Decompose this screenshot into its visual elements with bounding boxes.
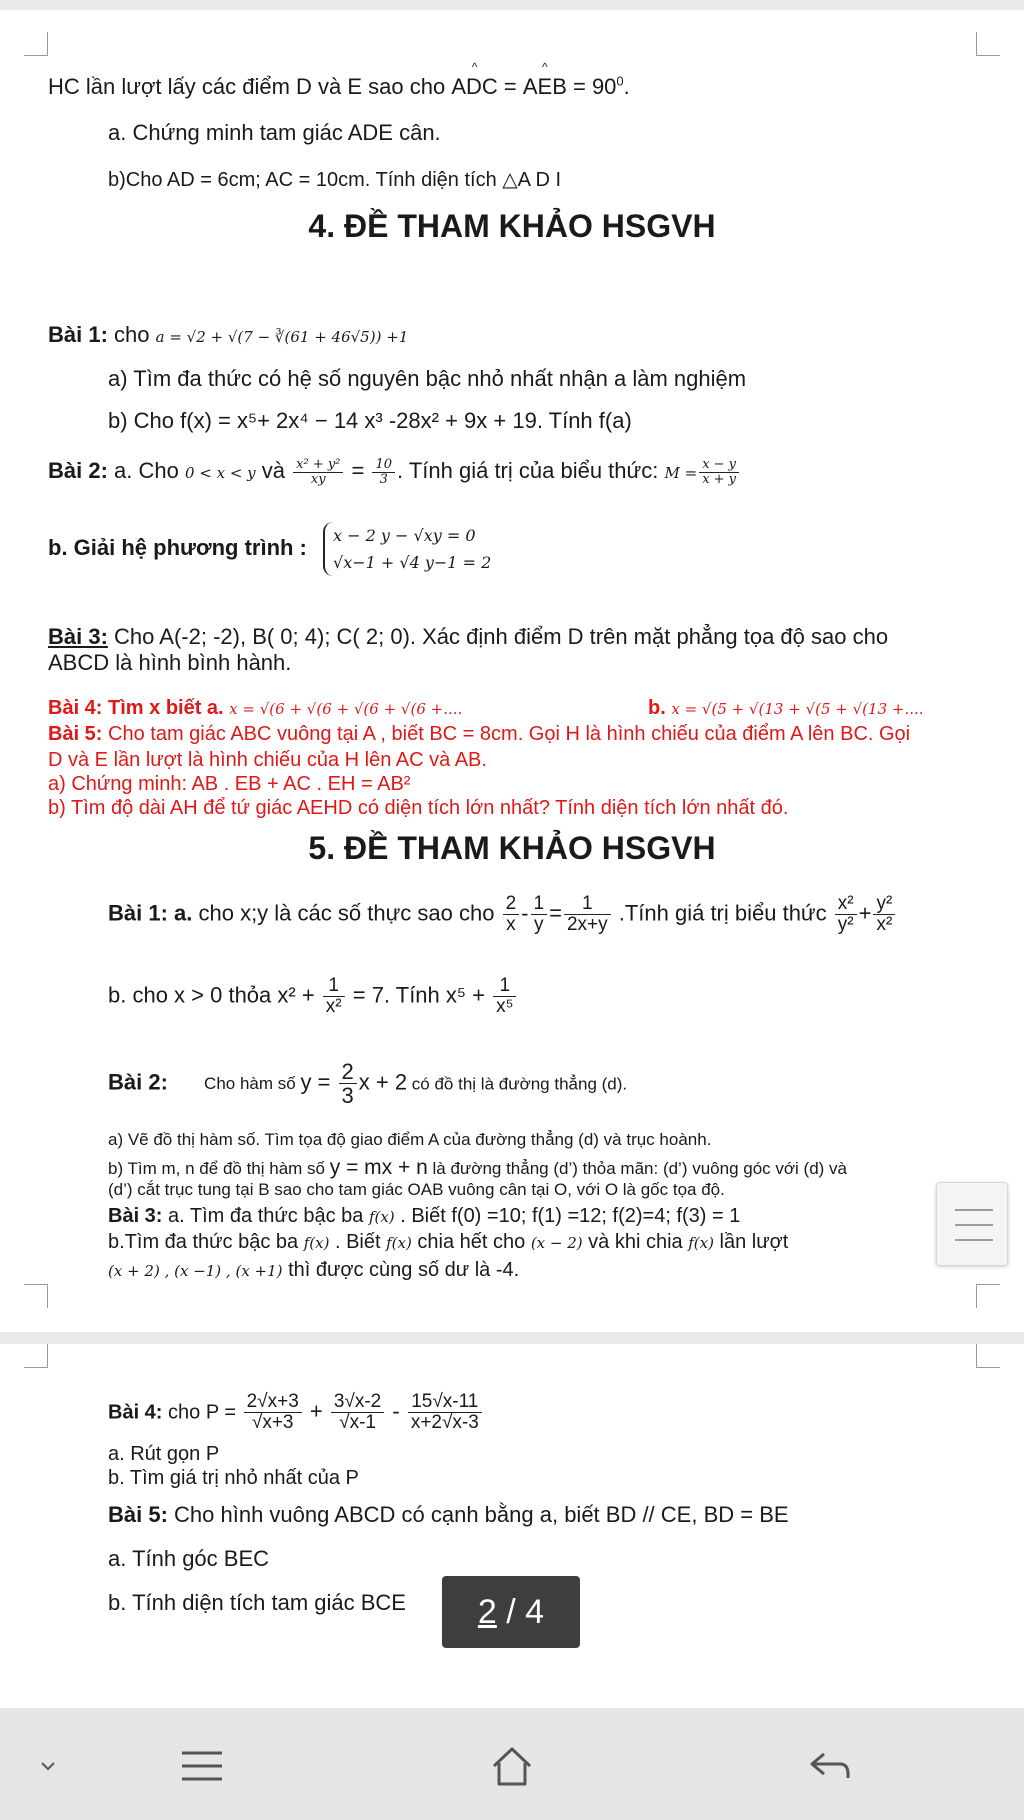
hamburger-icon (955, 1209, 993, 1211)
bai2-a: Bài 2: a. Cho 0 < x < y và $\frac{\text{x² + y²}}{xy}$ = $\frac{10}{3}$ . Tính giá trị của biểu thức: M = $\frac{x - y}{x + y}$ (48, 458, 741, 486)
item-b: b)Cho AD = 6cm; AC = 10cm. Tính diện tích △A D I (108, 169, 561, 191)
bai3-line2: ABCD là hình bình hành. (48, 650, 292, 675)
bai1-a: a) Tìm đa thức có hệ số nguyên bậc nhỏ nhất nhận a làm nghiệm (108, 366, 747, 391)
p5-bai3-b: b.Tìm đa thức bậc ba f(x) . Biết f(x) chia hết cho (x − 2) và khi chia f(x) lần lượt (108, 1231, 789, 1253)
bai2-b: b. Giải hệ phương trình : x − 2 y − √xy = 0 √x−1 + √4 y−1 = 2 (48, 522, 491, 576)
bai1-b: b) Cho f(x) = x⁵+ 2x⁴ − 14 x³ -28x² + 9x + 19. Tính f(a) (108, 408, 632, 433)
page2-bai5-a: a. Tính góc BEC (108, 1546, 270, 1571)
bai5-line2: D và E lần lượt là hình chiếu của H lên AC và AB. (48, 749, 487, 771)
floating-menu-button[interactable] (936, 1182, 1008, 1266)
bai4-b: b. x = √(5 + √(13 + √(5 + √(13 +.... (648, 697, 924, 719)
page2-bai5: Bài 5: Cho hình vuông ABCD có cạnh bằng a, biết BD // CE, BD = BE (108, 1502, 789, 1527)
menu-icon[interactable] (172, 1738, 232, 1794)
section-heading-5: 5. ĐỀ THAM KHẢO HSGVH (308, 830, 716, 866)
p5-bai3-b-line2: (x + 2) , (x −1) , (x +1) thì được cùng số dư là -4. (108, 1259, 520, 1281)
bai5-line4: b) Tìm độ dài AH để tứ giác AEHD có diện tích lớn nhất? Tính diện tích lớn nhất đó. (48, 797, 789, 819)
chevron-down-icon[interactable] (18, 1738, 78, 1794)
current-page: 2 (477, 1592, 497, 1631)
crop-mark (976, 1284, 1000, 1308)
document-page-2 (0, 1344, 1024, 1710)
page2-bai4-b: b. Tìm giá trị nhỏ nhất của P (108, 1467, 359, 1489)
p5-bai2: Bài 2: Cho hàm số y = $\frac{2}{3}$ x + 2 có đồ thị là đường thẳng (d). (108, 1059, 628, 1109)
document-page-1 (0, 10, 1024, 1332)
bai1: Bài 1: cho a = √2 + √(7 − ∛(61 + 46√5)) +1 (48, 322, 409, 347)
bai3: Bài 3: Cho A(-2; -2), B( 0; 4); C( 2; 0). Xác định điểm D trên mặt phẳng tọa độ sao cho (48, 624, 889, 649)
text-line: HC lần lượt lấy các điểm D và E sao cho ^ ADC = ^ AEB = $90^0$. (48, 74, 630, 100)
crop-mark (24, 1284, 48, 1308)
hamburger-icon (955, 1224, 993, 1226)
bai5-line3: a) Chứng minh: AB . EB + AC . EH = AB² (48, 773, 411, 795)
p5-bai2-a: a) Vẽ đồ thị hàm số. Tìm tọa độ giao điểm A của đường thẳng (d) và trục hoành. (108, 1130, 712, 1149)
home-icon[interactable] (482, 1738, 542, 1794)
p5-bai1-b: b. cho x > 0 thỏa x² + $\frac{1}{\text{x²}}$ = 7. Tính x⁵ + $\frac{1}{\text{x⁵}}$ (108, 976, 518, 1017)
page2-bai4-a: a. Rút gọn P (108, 1443, 220, 1465)
bai5-line1: Bài 5: Cho tam giác ABC vuông tại A , biết BC = 8cm. Gọi H là hình chiếu của điểm A lên BC. Gọi (48, 723, 911, 745)
section-heading-4: 4. ĐỀ THAM KHẢO HSGVH (308, 208, 716, 244)
page2-bai4: Bài 4: cho P = $\frac{2√x+3}{√x+3}$ + $\frac{3√x-2}{√x-1}$ - $\frac{15√x-11}{x+2√x-3}$ (108, 1392, 484, 1433)
navigation-bar (0, 1708, 1024, 1820)
bai4: Bài 4: Tìm x biết a. x = √(6 + √(6 + √(6 + √(6 +.... (48, 697, 463, 719)
back-icon[interactable] (800, 1738, 860, 1794)
hamburger-icon (955, 1239, 993, 1241)
p5-bai3-a: Bài 3: a. Tìm đa thức bậc ba f(x) . Biết f(0) =10; f(1) =12; f(2)=4; f(3) = 1 (108, 1205, 741, 1227)
page2-bai5-b: b. Tính diện tích tam giác BCE (108, 1590, 406, 1615)
p5-bai2-b1: b) Tìm m, n để đồ thị hàm số y = mx + n là đường thẳng (d’) thỏa mãn: (d’) vuông góc với (d) và (108, 1156, 847, 1179)
crop-mark (24, 1344, 48, 1368)
item-a: a. Chứng minh tam giác ADE cân. (108, 120, 441, 145)
page-indicator: 2 / 4 (442, 1576, 580, 1648)
p5-bai1-a: Bài 1: a. cho x;y là các số thực sao cho $\frac{2}{x}$ - $\frac{1}{y}$ = $\frac{1}{2x+y}$ .Tính giá trị biểu thức $\frac{\text{x²}}{\text{y²}}$ + $\frac{\text{y²}}{\text{x²}}$ (108, 894, 897, 935)
crop-mark (24, 32, 48, 56)
crop-mark (976, 1344, 1000, 1368)
p5-bai2-b2: (d’) cắt trục tung tại B sao cho tam giác OAB vuông cân tại O, với O là gốc tọa độ. (108, 1180, 725, 1199)
total-pages: 4 (525, 1592, 545, 1631)
crop-mark (976, 32, 1000, 56)
